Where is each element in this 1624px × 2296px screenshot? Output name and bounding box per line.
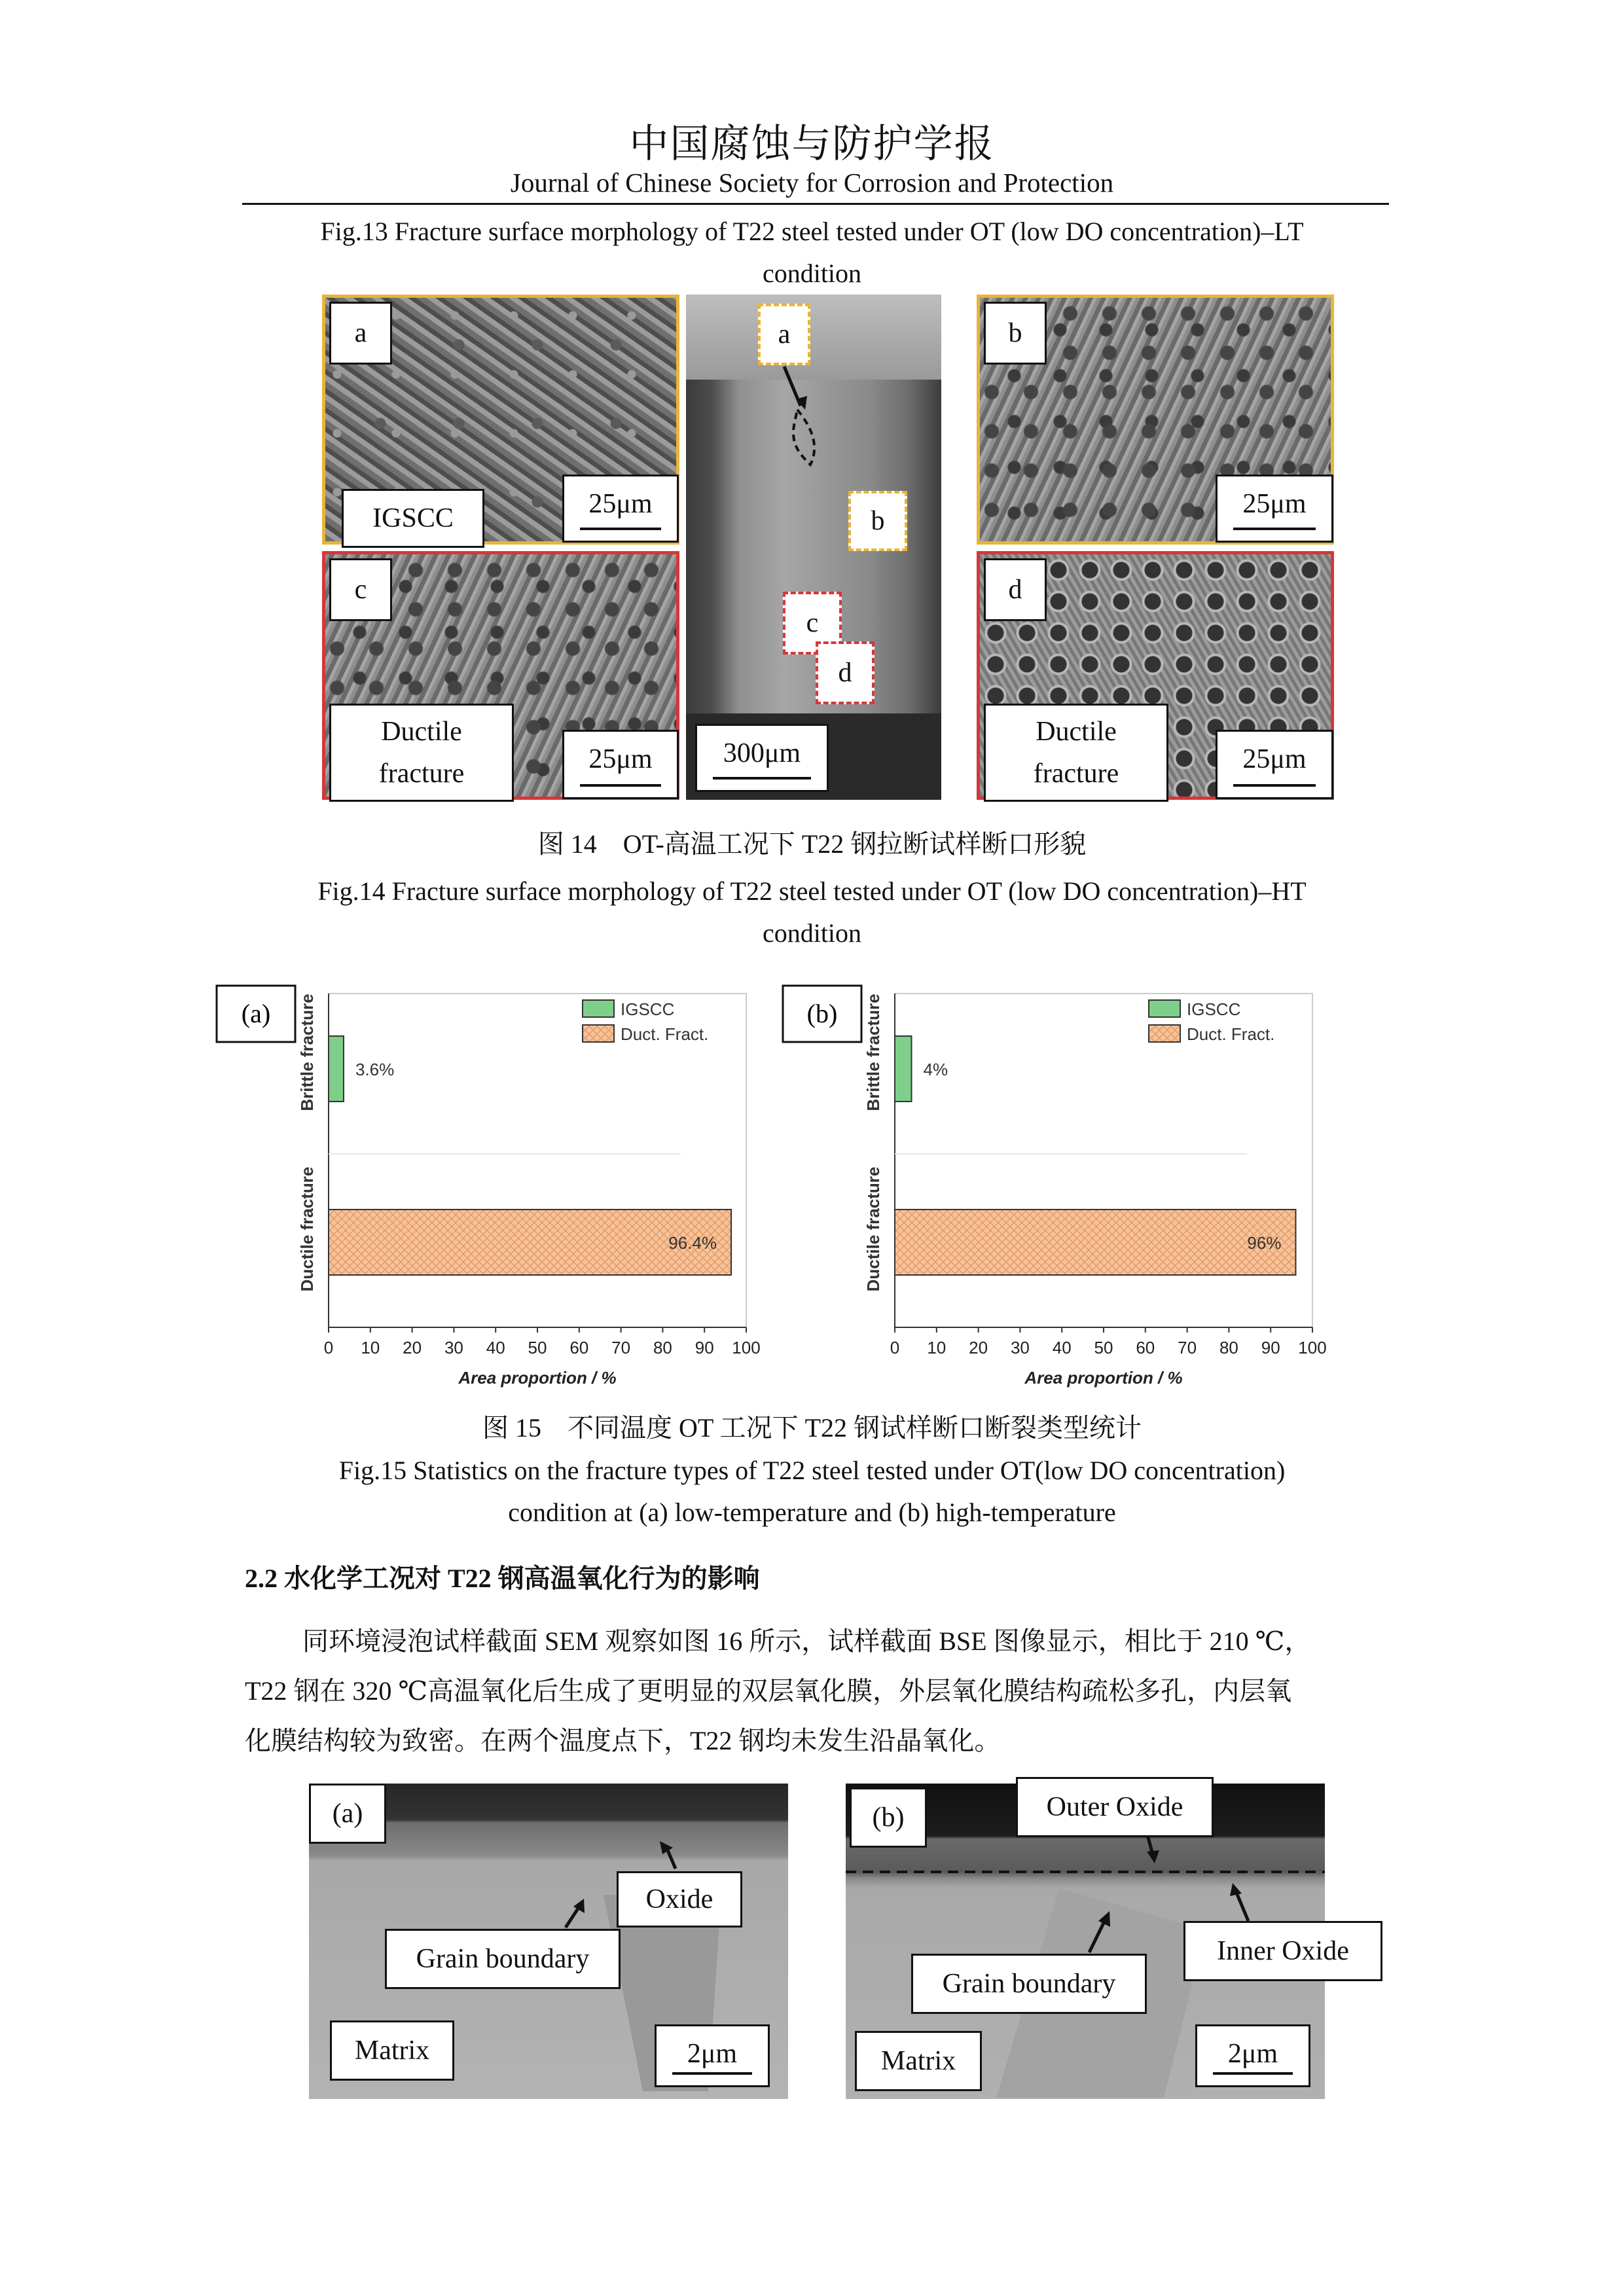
inner-oxide-arrowhead — [1230, 1883, 1242, 1896]
scale-bar-c-text: 25μm — [588, 744, 653, 774]
fig15-caption-en-line2: condition at (a) low-temperature and (b) high-temperature — [508, 1498, 1116, 1527]
scale-bar-16a — [655, 2024, 770, 2087]
scale-bar-c — [562, 730, 679, 799]
scale-bar-16b-line — [1213, 2072, 1293, 2075]
fig13-caption-line1: Fig.13 Fracture surface morphology of T22 steel tested under OT (low DO concentration)–LT — [320, 217, 1304, 246]
fig16-panel-a — [309, 1784, 788, 2099]
inner-oxide-label: Inner Oxide — [1183, 1921, 1382, 1981]
x-tick-label: 20 — [403, 1338, 422, 1357]
scale-bar-d-text: 25μm — [1242, 744, 1307, 774]
para-line1: 同环境浸泡试样截面 SEM 观察如图 16 所示，试样截面 BSE 图像显示，相比于 210 ℃， — [302, 1626, 1311, 1656]
x-tick-label: 20 — [969, 1338, 988, 1357]
grain-boundary-label-a: Grain boundary — [385, 1929, 621, 1989]
x-tick-label: 60 — [569, 1338, 589, 1357]
fig13-caption — [0, 211, 1624, 295]
x-axis-label: Area proportion / % — [1024, 1368, 1183, 1388]
fig14-composite — [322, 295, 1334, 800]
legend-label-ductile: Duct. Fract. — [621, 1024, 709, 1044]
x-tick-label: 100 — [732, 1338, 761, 1357]
ductile-label-d — [984, 704, 1168, 802]
x-axis-label: Area proportion / % — [458, 1368, 617, 1388]
scale-bar-center — [695, 724, 829, 792]
center-box-a: a — [758, 304, 810, 365]
bar-igscc-label: 4% — [923, 1060, 948, 1079]
bar-igscc — [329, 1036, 344, 1102]
legend-swatch-ductile — [1149, 1025, 1180, 1042]
ductile-label-c — [329, 704, 514, 802]
scale-bar-d-line — [1233, 784, 1316, 787]
section-paragraph — [245, 1617, 1384, 1766]
x-tick-label: 90 — [1261, 1338, 1280, 1357]
fig15-chart-a — [216, 975, 766, 1394]
fig15-chart-b — [782, 975, 1332, 1394]
fig13-caption-line2: condition — [762, 259, 862, 288]
panel-b-letter: b — [984, 302, 1047, 365]
fig14-caption-en-line2: condition — [762, 918, 862, 948]
fig14-specimen-overview — [686, 295, 941, 800]
ductile-d-line1: Ductile — [1036, 717, 1117, 747]
panel-d-letter: d — [984, 558, 1047, 621]
bar-ductile-label: 96.4% — [668, 1233, 717, 1253]
chart-svg-1 — [782, 975, 1332, 1394]
para-line2: T22 钢在 320 ℃高温氧化后生成了更明显的双层氧化膜，外层氧化膜结构疏松多孔，内层氧 — [245, 1676, 1292, 1706]
fig16a-panel-label: (a) — [309, 1784, 386, 1844]
bar-igscc-label: 3.6% — [355, 1060, 395, 1079]
ductile-d-line2: fracture — [1033, 759, 1119, 789]
y-category-label: Ductile fracture — [863, 1166, 883, 1292]
scale-bar-a-line — [580, 528, 661, 530]
matrix-label-b: Matrix — [855, 2031, 982, 2091]
x-tick-label: 60 — [1136, 1338, 1155, 1357]
journal-title-en: Journal of Chinese Society for Corrosion and Protection — [510, 168, 1114, 198]
fig14-caption-en — [0, 870, 1624, 954]
scale-bar-c-line — [580, 784, 661, 787]
bar-ductile-label: 96% — [1247, 1233, 1282, 1253]
ductile-c-line2: fracture — [378, 759, 465, 789]
x-tick-label: 50 — [1094, 1338, 1113, 1357]
legend-swatch-igscc — [1149, 1000, 1180, 1017]
legend-swatch-igscc — [583, 1000, 614, 1017]
scale-bar-b — [1216, 475, 1333, 543]
fig16b-panel-label: (b) — [850, 1787, 927, 1848]
center-box-c: c — [783, 592, 842, 655]
ductile-c-line1: Ductile — [381, 717, 462, 747]
scale-bar-16a-line — [672, 2072, 752, 2075]
x-tick-label: 10 — [927, 1338, 947, 1357]
x-tick-label: 0 — [323, 1338, 334, 1357]
scale-bar-center-line — [713, 777, 811, 780]
igscc-label: IGSCC — [342, 489, 484, 548]
chart-svg-0 — [216, 975, 766, 1394]
crack-outline — [793, 410, 814, 465]
fig14-panel-a — [322, 295, 679, 545]
legend-label-igscc: IGSCC — [1187, 999, 1241, 1019]
fig14-panel-d — [977, 551, 1334, 800]
panel-a-letter: a — [329, 302, 392, 365]
y-category-label: Ductile fracture — [297, 1166, 317, 1292]
fig14-caption-en-line1: Fig.14 Fracture surface morphology of T22 steel tested under OT (low DO concentration)–HT — [317, 876, 1307, 906]
y-category-label: Brittle fracture — [863, 994, 883, 1111]
chart-panel-label: (b) — [806, 999, 838, 1028]
legend-label-ductile: Duct. Fract. — [1187, 1024, 1275, 1044]
fig15-caption-en — [0, 1450, 1624, 1534]
scale-bar-b-line — [1233, 528, 1316, 530]
grain-boundary-label-b: Grain boundary — [911, 1954, 1147, 2014]
x-tick-label: 90 — [695, 1338, 714, 1357]
header-rule — [242, 203, 1389, 205]
x-tick-label: 100 — [1298, 1338, 1327, 1357]
x-tick-label: 30 — [444, 1338, 463, 1357]
x-tick-label: 40 — [486, 1338, 505, 1357]
scale-bar-16b-text: 2μm — [1227, 2039, 1278, 2069]
x-tick-label: 80 — [653, 1338, 672, 1357]
scale-bar-b-text: 25μm — [1242, 489, 1307, 519]
center-box-b: b — [848, 491, 907, 551]
scale-bar-center-text: 300μm — [723, 738, 801, 768]
journal-title-cn: 中国腐蚀与防护学报 — [629, 122, 995, 166]
fig14-caption-cn: 图 14 OT-高温工况下 T22 钢拉断试样断口形貌 — [537, 829, 1087, 859]
legend-label-igscc: IGSCC — [621, 999, 675, 1019]
scale-bar-a — [562, 475, 679, 543]
panel-c-letter: c — [329, 558, 392, 621]
scale-bar-16a-text: 2μm — [687, 2039, 738, 2069]
fig15-caption-cn: 图 15 不同温度 OT 工况下 T22 钢试样断口断裂类型统计 — [482, 1413, 1142, 1443]
scale-bar-a-text: 25μm — [588, 489, 653, 519]
center-box-d: d — [816, 641, 875, 704]
x-tick-label: 70 — [611, 1338, 631, 1357]
x-tick-label: 10 — [361, 1338, 380, 1357]
legend-swatch-ductile — [583, 1025, 614, 1042]
fig16-panel-b — [846, 1784, 1349, 2099]
section-heading: 2.2 水化学工况对 T22 钢高温氧化行为的影响 — [245, 1564, 760, 1593]
chart-panel-label: (a) — [241, 999, 271, 1028]
oxide-arrowhead-a — [660, 1841, 673, 1854]
oxide-label: Oxide — [617, 1871, 742, 1928]
outer-oxide-arrowhead — [1147, 1850, 1159, 1863]
bar-igscc — [895, 1036, 912, 1102]
x-tick-label: 70 — [1178, 1338, 1197, 1357]
x-tick-label: 0 — [890, 1338, 900, 1357]
fig15-caption-en-line1: Fig.15 Statistics on the fracture types of T22 steel tested under OT(low DO concentration) — [338, 1456, 1286, 1485]
y-category-label: Brittle fracture — [297, 994, 317, 1111]
outer-oxide-label: Outer Oxide — [1016, 1777, 1214, 1837]
x-tick-label: 50 — [528, 1338, 547, 1357]
bar-ductile — [895, 1210, 1295, 1275]
scale-bar-d — [1216, 730, 1333, 799]
scale-bar-16b — [1195, 2024, 1310, 2087]
x-tick-label: 40 — [1052, 1338, 1072, 1357]
x-tick-label: 80 — [1219, 1338, 1238, 1357]
para-line3: 化膜结构较为致密。在两个温度点下，T22 钢均未发生沿晶氧化。 — [245, 1726, 1001, 1755]
matrix-label-a: Matrix — [330, 2020, 454, 2081]
fig14-panel-b — [977, 295, 1334, 545]
fig14-panel-c — [322, 551, 679, 800]
x-tick-label: 30 — [1010, 1338, 1030, 1357]
